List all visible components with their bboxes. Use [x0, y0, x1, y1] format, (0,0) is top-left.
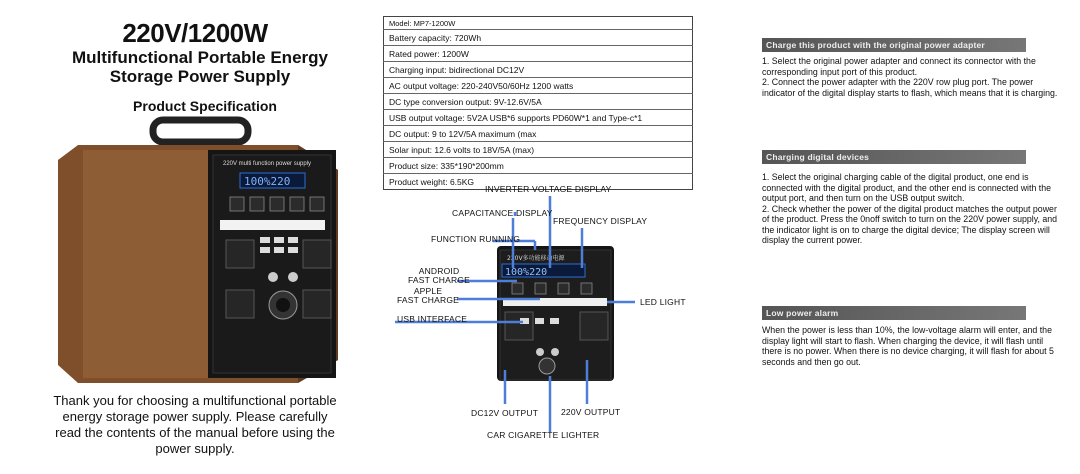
product-title: 220V/1200W — [122, 18, 268, 48]
callout-frequency: FREQUENCY DISPLAY — [553, 216, 648, 226]
subtitle-line: Multifunctional Portable Energy — [72, 48, 328, 67]
intro-text — [30, 393, 360, 457]
callout-inverter: INVERTER VOLTAGE DISPLAY — [485, 184, 612, 194]
table-row — [384, 46, 693, 62]
spec-cell: Solar input: 12.6 volts to 18V/5A (max) — [384, 142, 693, 158]
spec-model: Model: MP7-1200W — [384, 17, 693, 30]
diagram-lcd: 100%220 — [505, 267, 548, 278]
section-body — [762, 325, 1062, 367]
callout-line: FAST CHARGE — [408, 275, 471, 285]
paragraph: 1. Select the original charging cable of the digital product, one end is connected with the digital product, and the other end is connected with the output port, and then turn on the USB output switch. — [762, 172, 1052, 203]
callout-car: CAR CIGARETTE LIGHTER — [487, 430, 600, 440]
table-row — [384, 17, 693, 30]
paragraph: 2. Check whether the power of the digital product matches the output power of the product. Press the 0noff switch to turn on the 220V power supply, and the indicator light is on to charge the digital device; The display screen will display the current power. — [762, 203, 1058, 245]
intro-line: Thank you for choosing a multifunctional portable — [53, 393, 337, 408]
product-diagram — [395, 180, 705, 470]
intro-line: energy storage power supply. Please carefully — [62, 409, 328, 424]
table-row — [384, 78, 693, 94]
intro-line: power supply. — [155, 441, 235, 456]
spec-cell: Product size: 335*190*200mm — [384, 158, 693, 174]
spec-cell: Rated power: 1200W — [384, 46, 693, 62]
callout-led: LED LIGHT — [640, 297, 686, 307]
callout-capacitance: CAPACITANCE DISPLAY — [452, 208, 553, 218]
product-subtitle — [40, 48, 360, 86]
diagram-device — [395, 180, 705, 470]
section-body — [762, 172, 1062, 246]
table-row — [384, 142, 693, 158]
table-row — [384, 126, 693, 142]
callout-dc12v: DC12V OUTPUT — [471, 408, 539, 418]
spec-table — [383, 16, 693, 190]
table-row — [384, 30, 693, 46]
callout-apple — [397, 287, 459, 305]
paragraph: 2. Connect the power adapter with the 220V row plug port. The power indicator of the digital display starts to flash, which means that it is charging. — [762, 77, 1058, 98]
section-title: Charge this product with the original power adapter — [762, 38, 1026, 52]
callout-220v: 220V OUTPUT — [561, 407, 621, 417]
section-title: Charging digital devices — [762, 150, 1026, 164]
spec-cell: Charging input: bidirectional DC12V — [384, 62, 693, 78]
callout-line: APPLE — [413, 286, 443, 296]
spec-cell: AC output voltage: 220-240V50/60Hz 1200 watts — [384, 78, 693, 94]
spec-cell: Product weight: 6.5KG — [389, 176, 475, 187]
paragraph: When the power is less than 10%, the low-voltage alarm will enter, and the display light will start to flash. When charging the device, it will flash until there is no power. When there is no device charging, it will flash for about 5 seconds and then go out. — [762, 325, 1054, 367]
table-row — [384, 62, 693, 78]
spec-cell: DC output: 9 to 12V/5A maximum (max — [384, 126, 693, 142]
subtitle-line: Storage Power Supply — [109, 67, 291, 86]
section-body — [762, 56, 1062, 98]
spec-cell: DC type conversion output: 9V-12.6V/5A — [384, 94, 693, 110]
callout-line: ANDROID — [418, 266, 460, 276]
spec-cell: USB output voltage: 5V2A USB*6 supports PD60W*1 and Type-c*1 — [384, 110, 693, 126]
table-row — [384, 94, 693, 110]
lcd-display: 100%220 — [244, 175, 291, 188]
callout-usb: USB INTERFACE — [397, 314, 468, 324]
table-row — [384, 158, 693, 174]
callout-line: FAST CHARGE — [397, 295, 460, 305]
diagram-device-label: 220V多功能移动电源 — [507, 255, 565, 262]
section-title: Low power alarm — [762, 306, 1026, 320]
paragraph: 1. Select the original power adapter and connect its connector with the corresponding input port of this product. — [762, 56, 1036, 77]
table-row — [384, 110, 693, 126]
spec-heading: Product Specification — [133, 98, 277, 114]
product-image — [48, 115, 343, 385]
callout-function: FUNCTION RUNNING — [431, 234, 521, 244]
spec-cell: Battery capacity: 720Wh — [384, 30, 693, 46]
device-label: 220V multi function power supply — [223, 161, 312, 167]
intro-line: read the contents of the manual before using the — [55, 425, 335, 440]
callout-android — [408, 267, 470, 285]
